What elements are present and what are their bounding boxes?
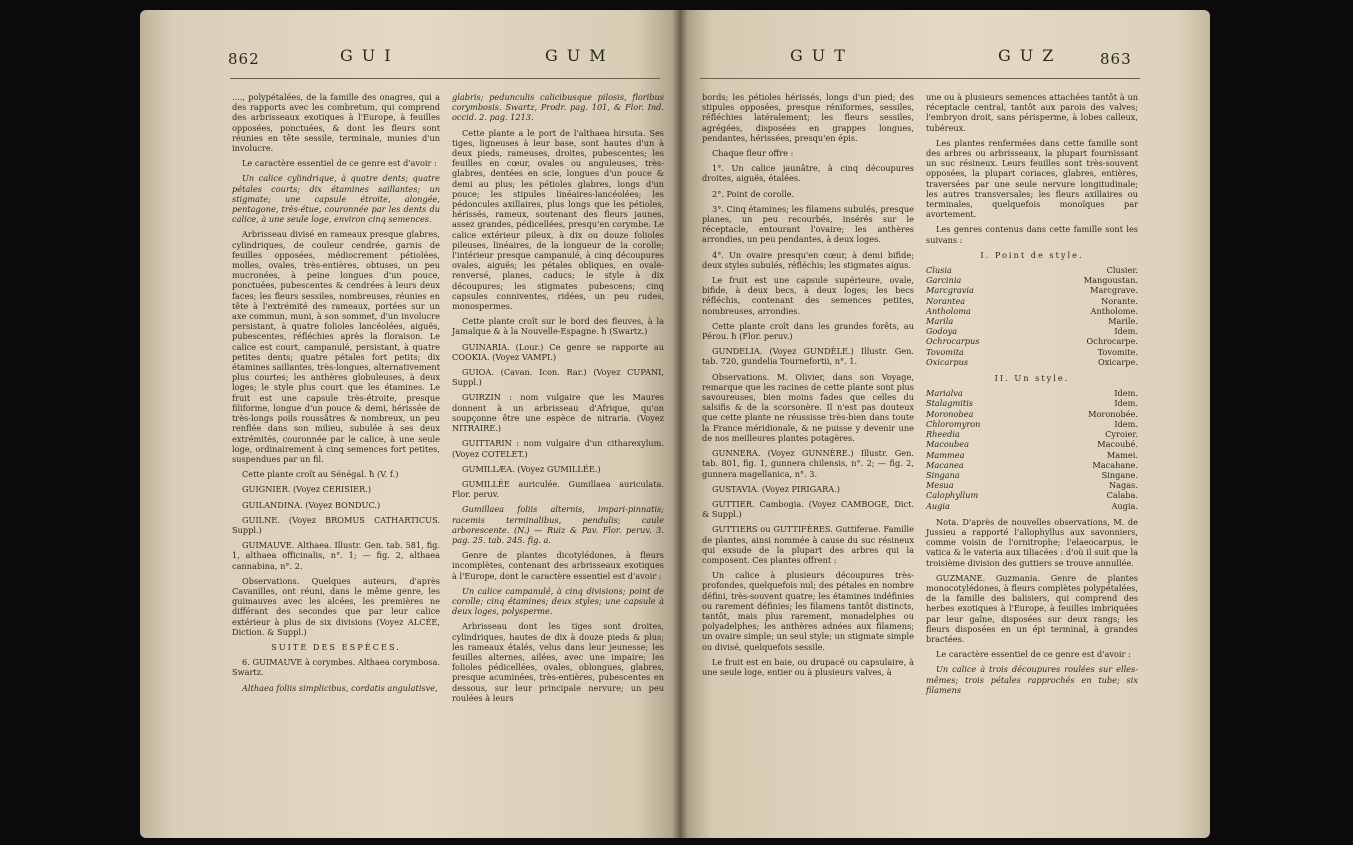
- genus-french: Norante.: [1101, 295, 1138, 306]
- entry: 6. GUIMAUVE à corymbes. Althaea corymbosa. Swartz.: [232, 657, 440, 678]
- genus-latin: Garcinia: [926, 275, 962, 286]
- right-header-word-1: GUT: [790, 46, 854, 65]
- paragraph: Le fruit est une capsule supérieure, ovale, bifide, à deux becs, à deux loges; les becs réfléchis, contenant des semences petites, nombreuses, arrondies.: [702, 275, 914, 316]
- genus-latin: Oxicarpus: [926, 356, 969, 367]
- left-head-rule: [230, 78, 660, 79]
- genus-row: [926, 439, 1138, 449]
- paragraph: Le caractère essentiel de ce genre est d'avoir :: [242, 158, 437, 169]
- right-head-rule: [700, 78, 1140, 79]
- genus-row: [926, 388, 1138, 398]
- genus-latin: Norantea: [926, 295, 966, 306]
- entry: GUTTIERS ou GUTTIFÈRES. Guttiferae. Famille de plantes, ainsi nommée à cause du suc résineux qui exsude de la plupart des arbres qui la composent. Ces plantes offrent :: [702, 524, 914, 565]
- paragraph: Arbrisseau divisé en rameaux presque glabres, cylindriques, de couleur cendrée, garnis de feuilles opposées, médiocrement pétiolées, molles, ovales, très-entières, obtuses, un peu mucronées, à peine longues d'un pouce, ponctuées, pubescentes & cendrées à leurs deux faces; les fleurs sessiles, nombreuses, réunies en tête à l'extrémité des rameaux, portées sur un axe commun, muni, à son sommet, d'un involucre persistant, à quatre folioles lancéolées, aiguës, pubescentes, réfléchies après la floraison. Le calice est court, campanulé, persistant, à quatre petites dents; quatre pétales fort petits; dix étamines saillantes, très-longues, alternativement plus courtes; les anthères globuleuses, à deux loges; le style plus court que les étamines. Le fruit est une capsule très-étroite, presque filiforme, longue d'un pouce & demi, hérissée de très-longs poils roussâtres & nombreux, un peu renflée dans son milieu, subulée à ses deux extrémités, couronnée par le calice, à une seule loge, ordinairement à cinq semences fort petites, suspendues par un fil.: [232, 229, 440, 464]
- genus-french: Macahane.: [1092, 459, 1138, 470]
- genus-row: [926, 265, 1138, 275]
- right-column-1: [702, 92, 914, 792]
- genus-row: [926, 501, 1138, 511]
- genus-row: [926, 316, 1138, 326]
- left-page: [140, 10, 680, 838]
- paragraph: Cette plante a le port de l'althaea hirsuta. Ses tiges, ligneuses à leur base, sont hautes d'un à deux pieds, rameuses, droites, pubescentes; les feuilles en cœur, ovales ou anguleuses, très-glabres, dentées en scie, longues d'un pouce & demi au plus; les pétioles glabres, longs d'un pouce; les stipules linéaires-lancéolées; les pédoncules axillaires, plus longs que les pétioles, hérissés, rameux, soutenant des fleurs jaunes, assez grandes, pédicellées, presqu'en corymbe. Le calice extérieur pileux, à dix ou douze folioles pileuses, linéaires, de la longueur de la corolle; l'intérieur presque campanulé, à cinq découpures ovales, aiguës; les pétales obliques, en ovale-renversé, planes, caducs; le style à dix découpures; les stigmates pubescens; cinq capsules conniventes, ridées, un peu rudes, monospermes.: [452, 127, 664, 312]
- entry: GUMILLÆA. (Voyez GUMILLÉE.): [462, 463, 601, 474]
- genus-latin: Stalagmitis: [926, 398, 974, 409]
- entry: GUITTARIN : nom vulgaire d'un citharexylum. (Voyez COTELET.): [452, 438, 664, 459]
- paragraph: Le caractère essentiel de ce genre est d'avoir :: [936, 649, 1131, 660]
- genus-french: Macoubé.: [1097, 439, 1138, 450]
- genus-row: [926, 490, 1138, 500]
- entry: GUZMANE. Guzmania. Genre de plantes monocotylédones, à fleurs complètes polypétalées, de la famille des balisiers, qui comprend des herbes exotiques à l'Europe, à feuilles imbriquées par leur gaîne, disposées sur deux rangs; les fleurs disposées en un épi terminal, à grandes bractées.: [926, 572, 1138, 644]
- genus-latin: Calophyllum: [926, 490, 979, 501]
- paragraph: Nota. D'après de nouvelles observations, M. de Jussieu a rapporté l'allophyllus aux savonniers, comme voisin de l'ornitrophe; l'elaeocarpus, le vatica & le vateria aux tiliacées : d'où il suit que la troisième division des guttiers se trouve annullée.: [926, 516, 1138, 568]
- genus-french: Clusier.: [1106, 265, 1138, 276]
- genus-latin: Augia: [926, 500, 950, 511]
- paragraph: 2°. Point de corolle.: [712, 188, 795, 199]
- entry: GUNDELIA. (Voyez GUNDÈLE.) Illustr. Gen. tab. 720, gundelia Tournefortii, n°. 1.: [702, 346, 914, 367]
- genus-french: Oxicarpe.: [1097, 356, 1138, 367]
- genus-french: Mangoustan.: [1083, 275, 1138, 286]
- left-header-word-1: GUI: [340, 46, 400, 65]
- genus-row: [926, 336, 1138, 346]
- paragraph: Althaea foliis simplicibus, cordatis angulatisve,: [242, 682, 438, 693]
- genus-row: [926, 306, 1138, 316]
- paragraph: Le fruit est en baie, ou drupacé ou capsulaire, à une seule loge, entier ou à plusieurs valves, à: [702, 656, 914, 677]
- genus-french: Ochrocarpe.: [1086, 336, 1138, 347]
- right-page: [680, 10, 1210, 838]
- paragraph: Arbrisseau dont les tiges sont droites, cylindriques, hautes de dix à douze pieds & plus; les rameaux étalés, velus dans leur jeunesse; les feuilles alternes, ailées, avec une impaire; les folioles pédicellées, ovales, oblongues, glabres, presque acuminées, très-entières, pubescentes en dessous, sur leur principale nervure; un peu roulées à leurs: [452, 621, 664, 703]
- right-running-head: [680, 46, 1210, 76]
- section-heading: I. Point de style.: [980, 249, 1084, 260]
- section-heading: II. Un style.: [994, 373, 1070, 384]
- genus-latin: Mammea: [926, 449, 965, 460]
- genus-french: Idem.: [1114, 326, 1138, 337]
- genus-french: Antholome.: [1090, 305, 1138, 316]
- paragraph: Les genres contenus dans cette famille sont les suivans :: [926, 224, 1138, 245]
- left-column-2: [452, 92, 664, 792]
- paragraph: Un calice à plusieurs découpures très-profondes, quelquefois nul; des pétales en nombre défini, très-souvent quatre; les étamines indéfinies ou rarement définies; les filamens tantôt distincts, tantôt, mais plus rarement, monadelphes ou polyadelphes; les anthères adnées aux filamens; un ovaire simple; un seul style; un stigmate simple ou divisé, quelquefois sessile.: [702, 570, 914, 652]
- genus-row: [926, 480, 1138, 490]
- genera-list-1: [926, 265, 1138, 367]
- genus-french: Singane.: [1101, 469, 1138, 480]
- genus-latin: Clusia: [926, 265, 952, 276]
- genus-french: Tovomite.: [1097, 346, 1138, 357]
- genus-row: [926, 326, 1138, 336]
- genus-french: Calaba.: [1106, 490, 1138, 501]
- genus-latin: Rheedia: [926, 429, 960, 440]
- genus-french: Moronobée.: [1088, 408, 1138, 419]
- paragraph: Cette plante croît dans les grandes forêts, au Pérou. ħ (Flor. peruv.): [702, 320, 914, 342]
- genus-row: [926, 347, 1138, 357]
- paragraph: Gumillaea foliis alternis, impari-pinnatis; racemis terminalibus, pendulis; caule arborescente. (N.) — Ruiz & Pav. Flor. peruv. 3. pag. 25. tab. 245. fig. a.: [452, 504, 664, 545]
- right-column-2: [926, 92, 1138, 792]
- genus-latin: Marila: [926, 316, 954, 327]
- paragraph: Observations. M. Olivier, dans son Voyage, remarque que les racines de cette plante sont plus savoureuses, bien moins fades que celles du salsifis & de la scorsonère. Il n'est pas douteux que cette plante ne réussisse très-bien dans toute la France méridionale, & ne puisse y devenir une de nos meilleures plantes potagères.: [702, 371, 914, 443]
- genus-row: [926, 409, 1138, 419]
- genus-latin: Mesua: [926, 480, 954, 491]
- genus-latin: Godoya: [926, 326, 958, 337]
- left-running-head: [140, 46, 680, 76]
- entry: GUSTAVIA. (Voyez PIRIGARA.): [712, 483, 840, 494]
- entry: GUMILLÉE auriculée. Gumillaea auriculata. Flor. peruv.: [452, 478, 664, 500]
- genus-row: [926, 357, 1138, 367]
- paragraph: Un calice campanulé, à cinq divisions; point de corolle; cinq étamines; deux styles; une capsule à deux loges, polysperme.: [452, 585, 664, 617]
- paragraph: glabris; pedunculis calicibusque pilosis, floribus corymbosis. Swartz, Prodr. pag. 101, & Flor. Ind. occid. 2. pag. 1213.: [452, 92, 664, 123]
- paragraph: 3°. Cinq étamines; les filamens subulés, presque planes, un peu recourbés, insérés sur le réceptacle, entourant l'ovaire; les anthères arrondies, un peu pendantes, à deux loges.: [702, 203, 914, 245]
- genus-latin: Singana: [926, 469, 960, 480]
- entry: GUIMAUVE. Althaea. Illustr. Gen. tab. 581, fig. 1, althaea officinalis, n°. 1; — fig. 2, althaea cannabina, n°. 2.: [232, 540, 440, 571]
- genus-french: Cyroier.: [1105, 429, 1138, 440]
- paragraph: Les plantes renfermées dans cette famille sont des arbres ou arbrisseaux, la plupart fournissant un suc résineux. Leurs feuilles sont très-souvent opposées, la plupart coriaces, glabres, entières, traversées par une seule nervure longitudinale; les autres transversales; les fleurs axillaires ou terminales, quelquefois monoïques par avortement.: [926, 137, 1138, 220]
- paragraph: 4°. Un ovaire presqu'en cœur, à demi bifide; deux styles subulés, réfléchis; les stigmates aigus.: [702, 249, 914, 270]
- entry: GUTTIER. Cambogia. (Voyez CAMBOGE, Dict. & Suppl.): [702, 498, 914, 520]
- genus-french: Mamei.: [1106, 449, 1138, 460]
- genus-latin: Marcgravia: [926, 285, 974, 296]
- genus-latin: Marialva: [926, 388, 963, 399]
- genus-row: [926, 419, 1138, 429]
- entry: GUIGNIER. (Voyez CERISIER.): [242, 484, 372, 495]
- genus-latin: Chloromyron: [926, 418, 981, 429]
- genus-row: [926, 460, 1138, 470]
- genus-latin: Macanea: [926, 459, 964, 470]
- open-book: [140, 10, 1210, 838]
- genus-row: [926, 398, 1138, 408]
- paragraph: Genre de plantes dicotylédones, à fleurs incomplètes, contenant des arbrisseaux exotiques à l'Europe, dont le caractère essentiel est d'avoir :: [452, 550, 664, 581]
- left-column-1: [232, 92, 440, 792]
- paragraph: Cette plante croît sur le bord des fleuves, à la Jamaïque & à la Nouvelle-Espagne. ħ (Swartz.): [452, 316, 664, 337]
- paragraph: Un calice à trois découpures roulées sur elles-mêmes; trois pétales rapprochés en tube; six filamens: [926, 664, 1138, 695]
- paragraph: Observations. Quelques auteurs, d'après Cavanilles, ont réuni, dans le même genre, les guimauves avec les alcées, les premières ne différant des secondes que par leur calice extérieur à plus de six divisions (Voyez ALCÉE, Diction. & Suppl.): [232, 575, 440, 637]
- left-header-word-2: GUM: [545, 46, 615, 65]
- paragraph: Cette plante croît au Sénégal. ħ (V. f.): [242, 469, 399, 480]
- book-gutter: [672, 10, 688, 838]
- entry: GUIOA. (Cavan. Icon. Rar.) (Voyez CUPANI, Suppl.): [452, 367, 664, 388]
- genus-french: Augia.: [1111, 500, 1138, 511]
- genus-row: [926, 285, 1138, 295]
- genus-french: Idem.: [1114, 398, 1138, 409]
- entry: GUINARIA. (Lour.) Ce genre se rapporte au COOKIA. (Voyez VAMPI.): [452, 341, 664, 362]
- entry: GUIRZIN : nom vulgaire que les Maures donnent à un arbrisseau d'Afrique, qu'on soupçonne être une espèce de nitraria. (Voyez NITRAIRE.): [452, 392, 664, 434]
- entry: GUNNERA. (Voyez GUNNÈRE.) Illustr. Gen. tab. 801, fig. 1, gunnera chilensis, n°. 2; — fig. 2, gunnera magellanica, n°. 3.: [702, 448, 914, 479]
- genera-list-2: [926, 388, 1138, 510]
- section-heading: SUITE DES ESPÈCES.: [271, 641, 401, 652]
- genus-latin: Ochrocarpus: [926, 336, 980, 347]
- entry: GUILANDINA. (Voyez BONDUC.): [242, 499, 381, 510]
- genus-french: Marile.: [1108, 316, 1138, 327]
- genus-row: [926, 429, 1138, 439]
- genus-french: Marcgrave.: [1090, 285, 1138, 296]
- genus-latin: Antholoma: [926, 305, 971, 316]
- genus-latin: Tovomita: [926, 346, 964, 357]
- genus-row: [926, 450, 1138, 460]
- left-page-number: 862: [228, 50, 260, 68]
- paragraph: ...., polypétalées, de la famille des onagres, qui a des rapports avec les combretum, qui comprend des arbrisseaux exotiques à l'Europe, à feuilles opposées, ponctuées, & dont les fleurs sont réunies en tête sessile, terminale, munies d'un involucre.: [232, 92, 440, 154]
- genus-row: [926, 296, 1138, 306]
- genus-french: Idem.: [1114, 418, 1138, 429]
- paragraph: Chaque fleur offre :: [712, 148, 794, 159]
- genus-french: Idem.: [1114, 388, 1138, 399]
- paragraph: Un calice cylindrique, à quatre dents; quatre pétales courts; dix étamines saillantes; un stigmate; une capsule étroite, alongée, pentagone, très-étue, couronnée par les dents du calice, à une seule loge, environ cinq semences.: [232, 173, 440, 225]
- genus-row: [926, 470, 1138, 480]
- genus-latin: Macoubea: [926, 439, 970, 450]
- right-page-number: 863: [1100, 50, 1132, 68]
- entry: GUILNE. (Voyez BROMUS CATHARTICUS. Suppl.): [232, 514, 440, 535]
- right-header-word-2: GUZ: [998, 46, 1063, 65]
- genus-latin: Moronobea: [926, 408, 974, 419]
- paragraph: une ou à plusieurs semences attachées tantôt à un réceptacle central, tantôt aux parois des valves; l'embryon droit, sans périsperme, à lobes calleux, tubéreux.: [926, 92, 1138, 133]
- paragraph: bords; les pétioles hérissés, longs d'un pied; des stipules opposées, presque réniformes, sessiles, réfléchies latéralement; les fleurs sessiles, agrégées, disposées en grappes longues, pendantes, hérissées, presqu'en épis.: [702, 92, 914, 143]
- paragraph: 1°. Un calice jaunâtre, à cinq découpures droites, aiguës, étalées.: [702, 163, 914, 184]
- genus-french: Nagas.: [1109, 480, 1138, 491]
- genus-row: [926, 275, 1138, 285]
